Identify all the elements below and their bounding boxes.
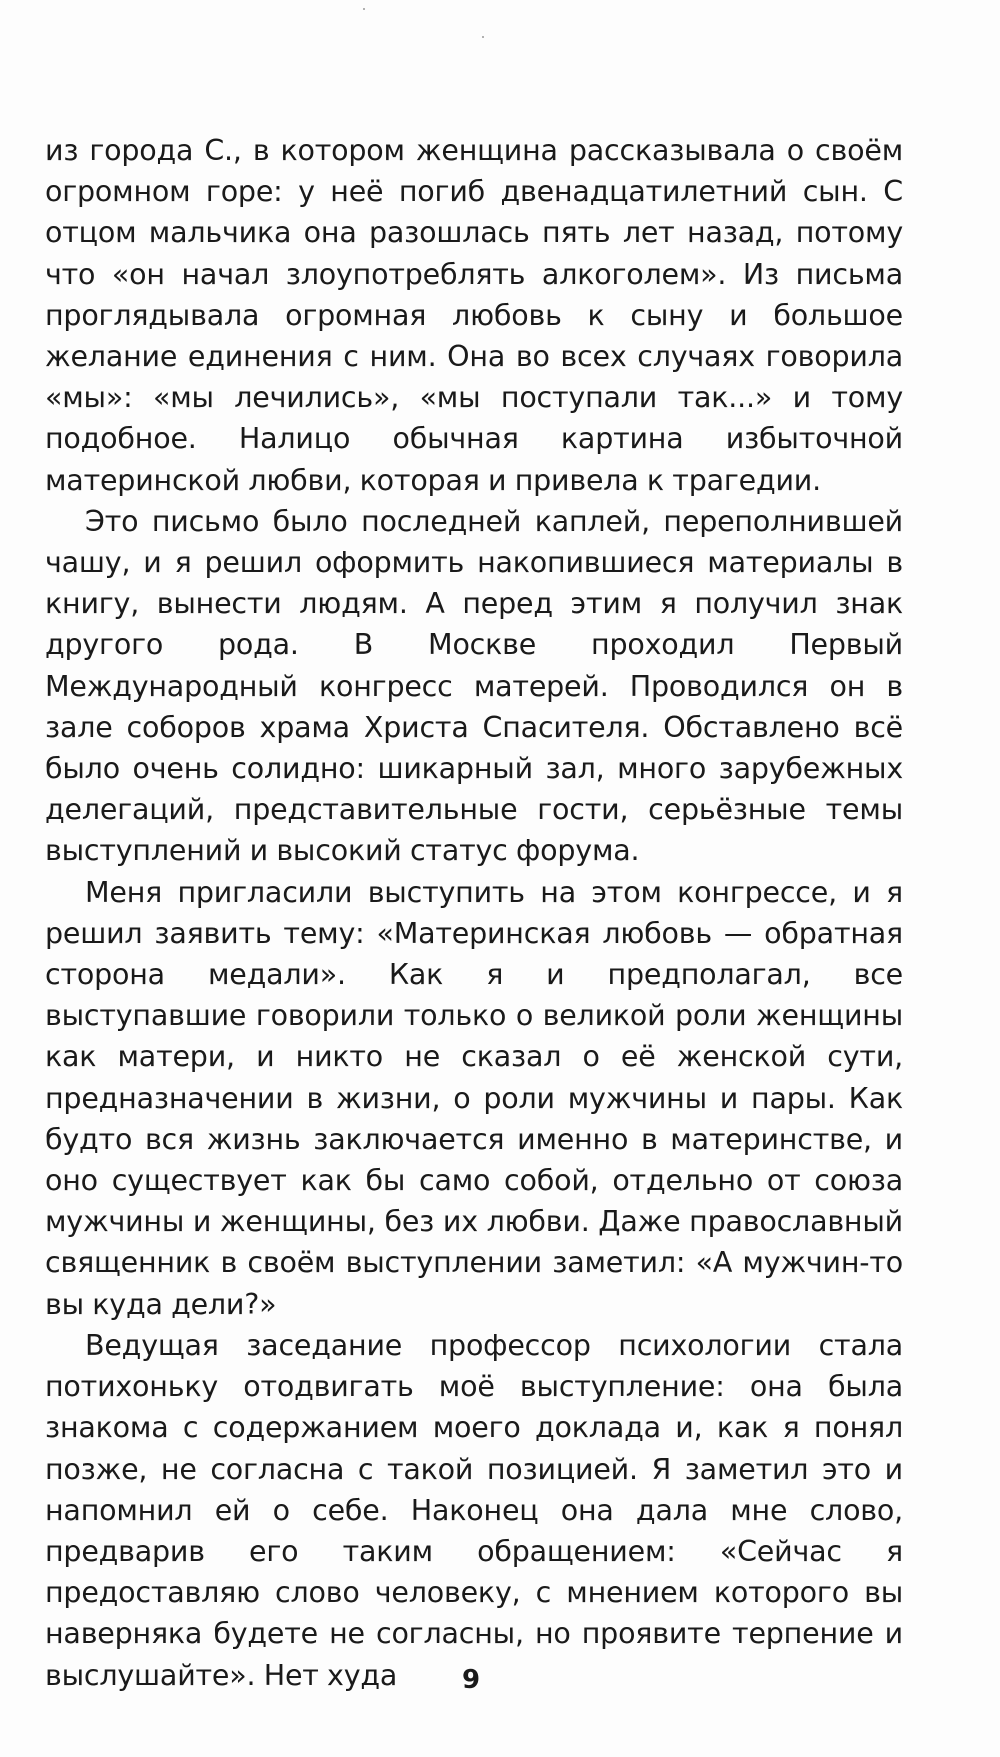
paragraph-4: Ведущая заседание профессор психологии стала потихоньку отодвигать моё выступление: она была знакома с содержанием моего доклада и, как я понял позже, не согласна с такой позицией. Я заметил это и напомнил ей о себе. Наконец она дала мне слово, предварив его таким обращением: «Сейчас я предоставляю слово человеку, с мнением которого вы наверняка будете не согласны, но проявите терпение и выслушайте». Нет худа [45,1328,903,1692]
paragraph-3: Меня пригласили выступить на этом конгрессе, и я решил заявить тему: «Материнская любовь — обратная сторона медали». Как я и предполагал, все выступавшие говорили только о великой роли женщины как матери, и никто не сказал о её женской сути, предназначении в жизни, о роли мужчины и пары. Как будто вся жизнь заключается именно в материнстве, и оно существует как бы само собой, отдельно от союза мужчины и женщины, без их любви. Даже православный священник в своём выступлении заметил: «А мужчин-то вы куда дели?» [45,875,903,1321]
page-number: 9 [461,1665,481,1695]
body-text [45,130,903,1696]
paragraph-2: Это письмо было последней каплей, переполнившей чашу, и я решил оформить накопившиеся материалы в книгу, вынести людям. А перед этим я получил знак другого рода. В Москве проходил Первый Международный конгресс матерей. Проводился он в зале соборов храма Христа Спасителя. Обставлено всё было очень солидно: шикарный зал, много зарубежных делегаций, представительные гости, серьёзные темы выступлений и высокий статус форума. [45,504,903,868]
paragraph-1: из города С., в котором женщина рассказывала о своём огромном горе: у неё погиб двенадцатилетний сын. С отцом мальчика она разошлась пять лет назад, потому что «он начал злоупотреблять алкоголем». Из письма проглядывала огромная любовь к сыну и большое желание единения с ним. Она во всех случаях говорила «мы»: «мы лечились», «мы поступали так...» и тому подобное. Налицо обычная картина избыточной материнской любви, которая и привела к трагедии. [45,134,903,497]
scan-speck [363,8,365,10]
scan-speck [482,36,484,38]
